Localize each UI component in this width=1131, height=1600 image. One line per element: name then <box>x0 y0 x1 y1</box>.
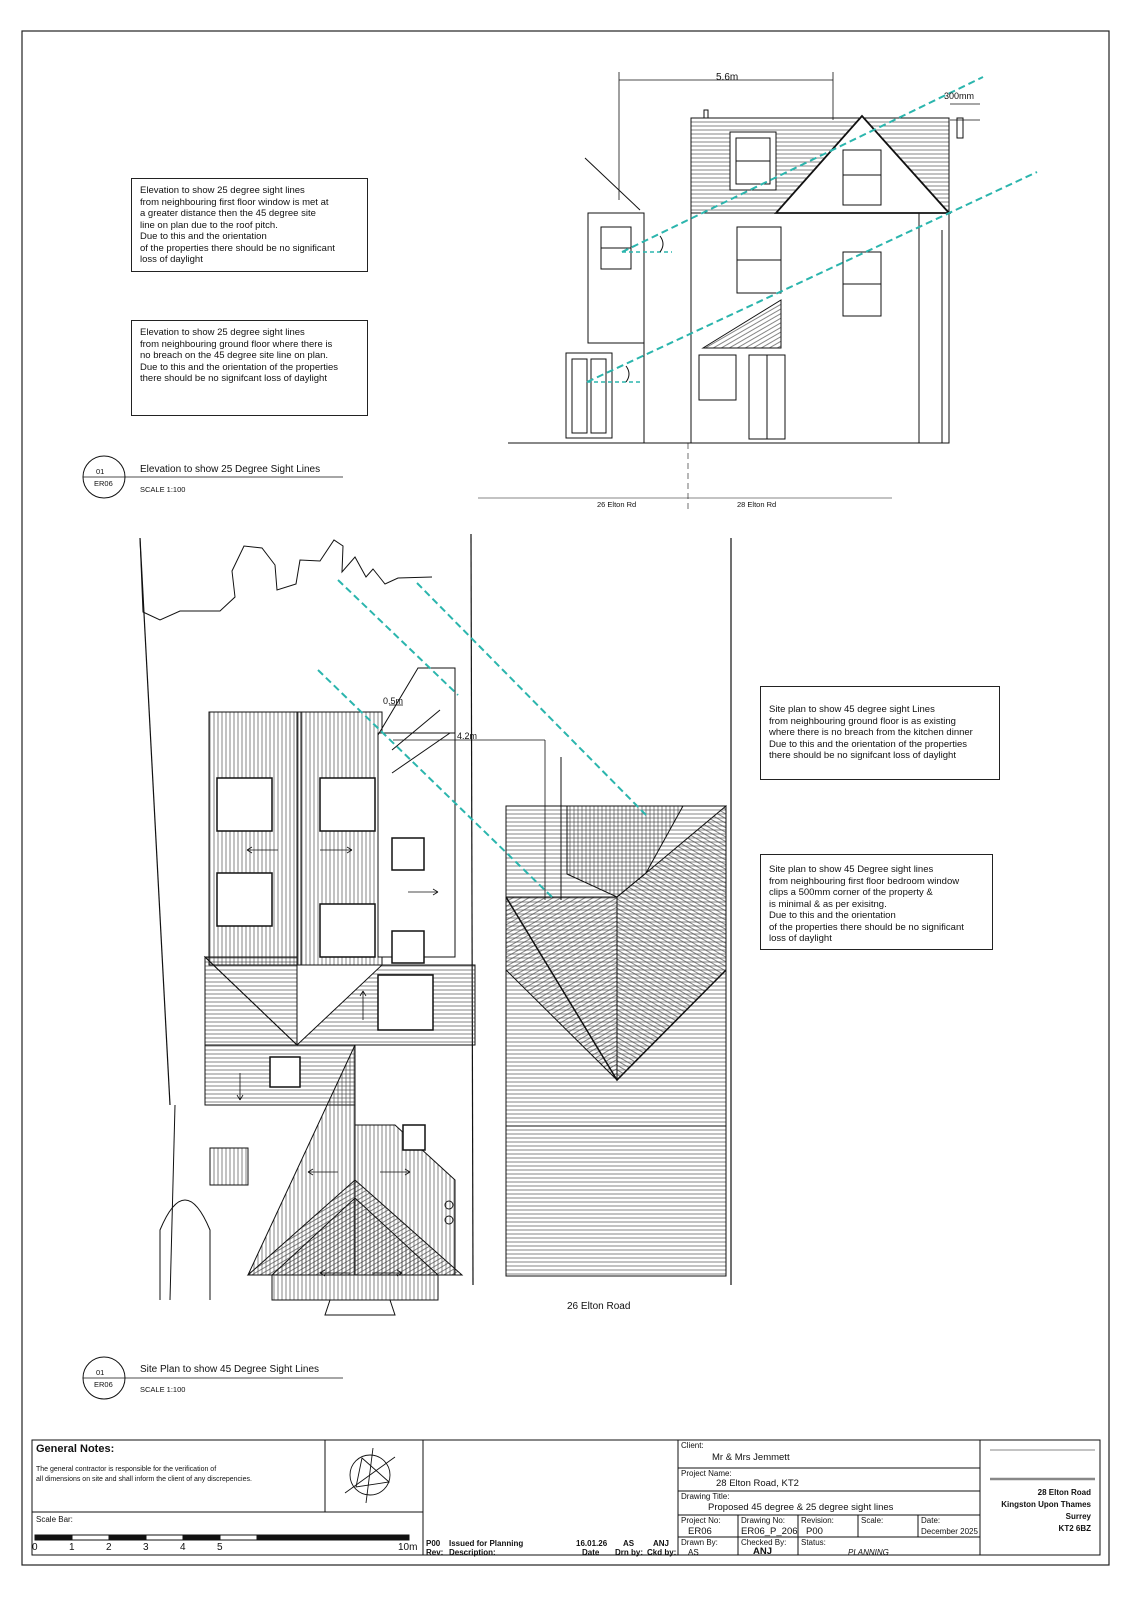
elevation-marker-sheet: ER06 <box>94 479 113 488</box>
checked-by-label: Checked By: <box>741 1538 787 1547</box>
drawing-title-label: Drawing Title: <box>681 1492 730 1501</box>
client-value: Mr & Mrs Jemmett <box>712 1452 790 1463</box>
scale-tick-1: 1 <box>69 1542 75 1553</box>
drawing-title-value: Proposed 45 degree & 25 degree sight lines <box>708 1502 894 1513</box>
revision-issue: Issued for Planning <box>449 1539 524 1548</box>
drawn-by-label: Drawn By: <box>681 1538 718 1547</box>
elevation-note-first-floor: Elevation to show 25 degree sight lines from neighbouring first floor window is met at a greater distance then the 45 degree site line on plan due to the roof pitch. Due to this and the orientation of the properties there should be no significant loss of daylight <box>131 178 368 272</box>
revision-code: P00 <box>426 1539 441 1548</box>
address-line-4: KT2 6BZ <box>1058 1524 1091 1533</box>
plan-note-ground-floor: Site plan to show 45 degree sight Lines from neighbouring ground floor is as existing where there is no breach from the kitchen dinner Due to this and the orientation of the properties there should be no signifcant loss of daylight <box>760 686 1000 780</box>
checked-by-value: ANJ <box>753 1546 773 1557</box>
site-address <box>1001 1487 1091 1535</box>
plan-note-first-floor: Site plan to show 45 Degree sight lines from neighbouring first floor bedroom window clips a 500mm corner of the property & is minimal & as per exisitng. Due to this and the orientation of the properties there should be no significant loss of daylight <box>760 854 993 950</box>
scale-tick-3: 3 <box>143 1542 149 1553</box>
project-name-label: Project Name: <box>681 1469 732 1478</box>
scale-tick-5: 5 <box>217 1542 223 1553</box>
revision-drawn: AS <box>623 1539 635 1548</box>
scale-tick-4: 4 <box>180 1542 186 1553</box>
date-label: Date: <box>921 1516 941 1525</box>
elevation-scale: SCALE 1:100 <box>140 485 186 494</box>
revision-date-label: Date <box>582 1548 600 1557</box>
drawing-no-value: ER06_P_206 <box>741 1526 798 1537</box>
revision-label: Revision: <box>801 1516 834 1525</box>
elevation-left-property: 26 Elton Rd <box>597 500 637 509</box>
scale-tick-0: 0 <box>32 1542 38 1553</box>
revision-description-label: Description: <box>449 1548 496 1557</box>
elevation-dimension-height: 300mm <box>944 91 975 101</box>
address-line-3: Surrey <box>1065 1512 1091 1521</box>
plan-scale: SCALE 1:100 <box>140 1385 186 1394</box>
general-notes-text: The general contractor is responsible for the verification of all dimensions on site and shall inform the client of any discrepencies. <box>36 1466 252 1483</box>
project-name-value: 28 Elton Road, KT2 <box>716 1478 799 1489</box>
plan-title: Site Plan to show 45 Degree Sight Lines <box>140 1364 319 1375</box>
site-plan-drawing <box>140 534 731 1315</box>
north-arrow-icon <box>345 1448 395 1503</box>
revision-value: P00 <box>806 1526 823 1537</box>
scale-label: Scale: <box>861 1516 884 1525</box>
revision-checked-label: Ckd by: <box>647 1548 677 1557</box>
client-label: Client: <box>681 1441 704 1450</box>
status-value: PLANNING <box>848 1548 889 1557</box>
elevation-dimension-width: 5.6m <box>716 72 739 83</box>
status-label: Status: <box>801 1538 826 1547</box>
address-line-2: Kingston Upon Thames <box>1001 1500 1091 1509</box>
elevation-note-ground-floor: Elevation to show 25 degree sight lines from neighbouring ground floor where there is no breach on the 45 degree site line on plan. Due to this and the orientation of the properties there should be no signifcant loss of daylight <box>131 320 368 416</box>
plan-marker-sheet: ER06 <box>94 1380 113 1389</box>
revision-rev-label: Rev: <box>426 1548 444 1557</box>
elevation-right-property: 28 Elton Rd <box>737 500 777 509</box>
scale-bar-label: Scale Bar: <box>36 1515 73 1524</box>
plan-neighbour-label: 26 Elton Road <box>567 1301 631 1312</box>
revision-checked: ANJ <box>653 1539 670 1548</box>
project-no-value: ER06 <box>688 1526 712 1537</box>
general-notes-heading: General Notes: <box>36 1443 115 1455</box>
elevation-title: Elevation to show 25 Degree Sight Lines <box>140 464 321 475</box>
project-no-label: Project No: <box>681 1516 721 1525</box>
date-value: December 2025 <box>921 1527 978 1536</box>
address-line-1: 28 Elton Road <box>1037 1488 1091 1497</box>
revision-date: 16.01.26 <box>576 1539 608 1548</box>
scale-tick-10: 10m <box>398 1542 418 1553</box>
drawing-no-label: Drawing No: <box>741 1516 786 1525</box>
elevation-drawing <box>478 72 1037 510</box>
plan-sight-line-1 <box>338 580 458 695</box>
scale-bar <box>35 1535 409 1540</box>
plan-dimension-small: 0.5m <box>383 696 404 706</box>
scale-tick-2: 2 <box>106 1542 112 1553</box>
revision-drawn-label: Drn by: <box>615 1548 643 1557</box>
plan-marker-number: 01 <box>96 1368 105 1377</box>
plan-dimension-large: 4.2m <box>457 731 478 741</box>
elevation-marker-number: 01 <box>96 467 105 476</box>
drawn-by-value: AS <box>688 1548 699 1557</box>
